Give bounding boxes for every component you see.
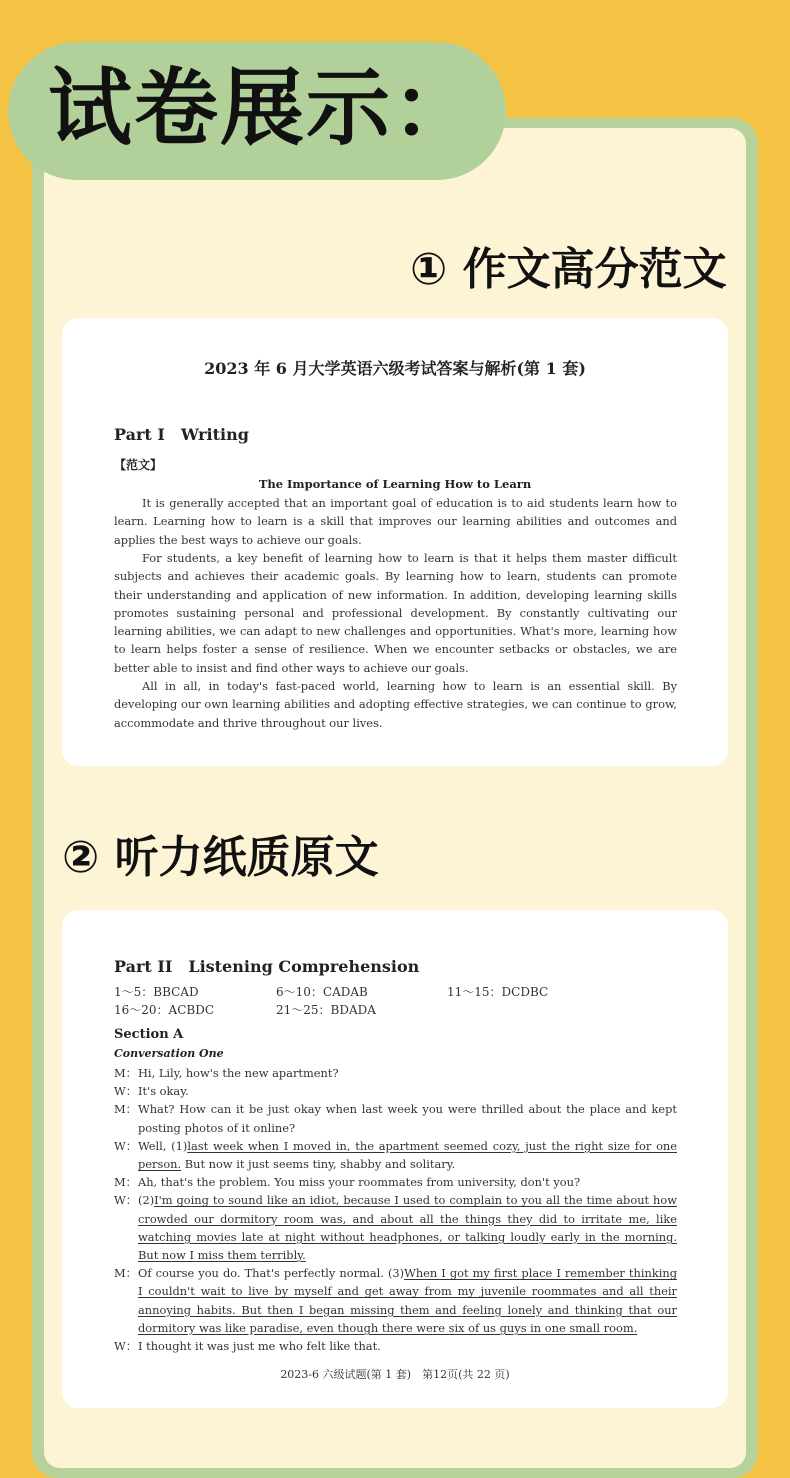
dialogue [114,1064,677,1355]
dialogue-line [114,1264,677,1337]
section-title-listening: ② 听力纸质原文 [62,832,379,883]
answer-group: 11～15：DCDBC [447,985,549,999]
answer-group: 21～25：BDADA [276,1003,376,1017]
part-label-writing: Part I Writing [114,425,249,444]
dialogue-line [114,1173,677,1191]
underlined-answer-text: I'm going to sound like an idiot, because I used to complain to you all the time about how crowded our dormitory room was, and about all the things they did to irritate me, like watching movies late at night without headphones, or talking loudly early in the morning. But now I miss them terribly. [138,1193,677,1263]
speaker: M： [114,1175,138,1190]
conversation-label: Conversation One [114,1047,224,1060]
dialogue-line [114,1137,677,1173]
essay-title: The Importance of Learning How to Learn [258,477,532,491]
answer-group: 6～10：CADAB [276,985,368,999]
speaker: W： [114,1084,138,1099]
speaker: W： [114,1193,138,1208]
writing-card [62,318,728,766]
answer-group: 1～5：BBCAD [114,985,199,999]
utterance: Of course you do. That's perfectly normal. (3)When I got my first place I remember thinking I couldn't wait to live by myself and get away from my juvenile roommates and all their annoying habits. But then I began missing them and feeling lonely and thinking that our dormitory was like paradise, even though there were six of us guys in one small room. [138,1266,677,1335]
essay-paragraph-1: It is generally accepted that an important goal of education is to aid students learn how to learn. Learning how to learn is a skill that improves our learning abilities and outcomes and applies the best ways to achieve our goals. [114,496,677,547]
section-title-writing: ① 作文高分范文 [410,244,727,295]
utterance: Hi, Lily, how's the new apartment? [138,1066,339,1080]
speaker: W： [114,1138,138,1153]
utterance: What? How can it be just okay when last week you were thrilled about the place and kept posting photos of it online? [138,1102,677,1135]
dialogue-line [114,1064,677,1082]
underlined-answer-text: When I got my first place I remember thinking I couldn't wait to live by myself and get away from my juvenile roommates and all their annoying habits. But then I began missing them and feeling lonely and thinking that our dormitory was like paradise, even though there were six of us guys in one small room. [138,1266,677,1335]
part-label-listening: Part II Listening Comprehension [114,957,420,976]
speaker: W： [114,1339,138,1354]
utterance: Ah, that's the problem. You miss your roommates from university, don't you? [138,1175,581,1190]
dialogue-line [114,1337,677,1355]
underlined-answer-text: last week when I moved in, the apartment seemed cozy, just the right size for one person. [138,1138,677,1172]
utterance: (2)I'm going to sound like an idiot, because I used to complain to you all the time about how crowded our dormitory room was, and about all the things they did to irritate me, like watching movies late at night without headphones, or talking loudly early in the morning. But now I miss them terribly. [138,1193,677,1263]
utterance: I thought it was just me who felt like that. [138,1339,381,1354]
utterance: Well, (1)last week when I moved in, the apartment seemed cozy, just the right size for one person. But now it just seems tiny, shabby and solitary. [138,1138,677,1172]
dialogue-line [114,1191,677,1264]
dialogue-line [114,1082,677,1100]
speaker: M： [114,1066,138,1080]
page-footer: 2023-6 六级试题(第 1 套) 第12页(共 22 页) [280,1368,510,1381]
banner-title: 试卷展示： [48,59,479,157]
doc-title: 2023 年 6 月大学英语六级考试答案与解析(第 1 套) [204,359,586,378]
essay-paragraph-2: For students, a key benefit of learning how to learn is that it helps them master difficult subjects and achieves their academic goals. By learning how to learn, students can promote their understanding and application of new information. In addition, developing learning skills promotes sustaining personal and professional development. By constantly cultivating our learning abilities, we can adapt to new challenges and opportunities. What's more, learning how to learn helps foster a sense of resilience. When we encounter setbacks or obstacles, we are better able to insist and find other ways to achieve our goals. [114,551,677,675]
essay-paragraph-3: All in all, in today's fast-paced world, learning how to learn is an essential skill. By developing our own learning abilities and adopting effective strategies, we can continue to grow, accommodate and thrive throughout our lives. [114,679,677,730]
sample-essay-tag: 【范文】 [114,458,163,472]
section-a-label: Section A [114,1027,184,1042]
speaker: M： [114,1266,138,1281]
answer-group: 16～20：ACBDC [114,1003,215,1017]
dialogue-line [114,1100,677,1136]
listening-card [62,910,728,1408]
utterance: It's okay. [138,1084,189,1099]
speaker: M： [114,1102,138,1117]
